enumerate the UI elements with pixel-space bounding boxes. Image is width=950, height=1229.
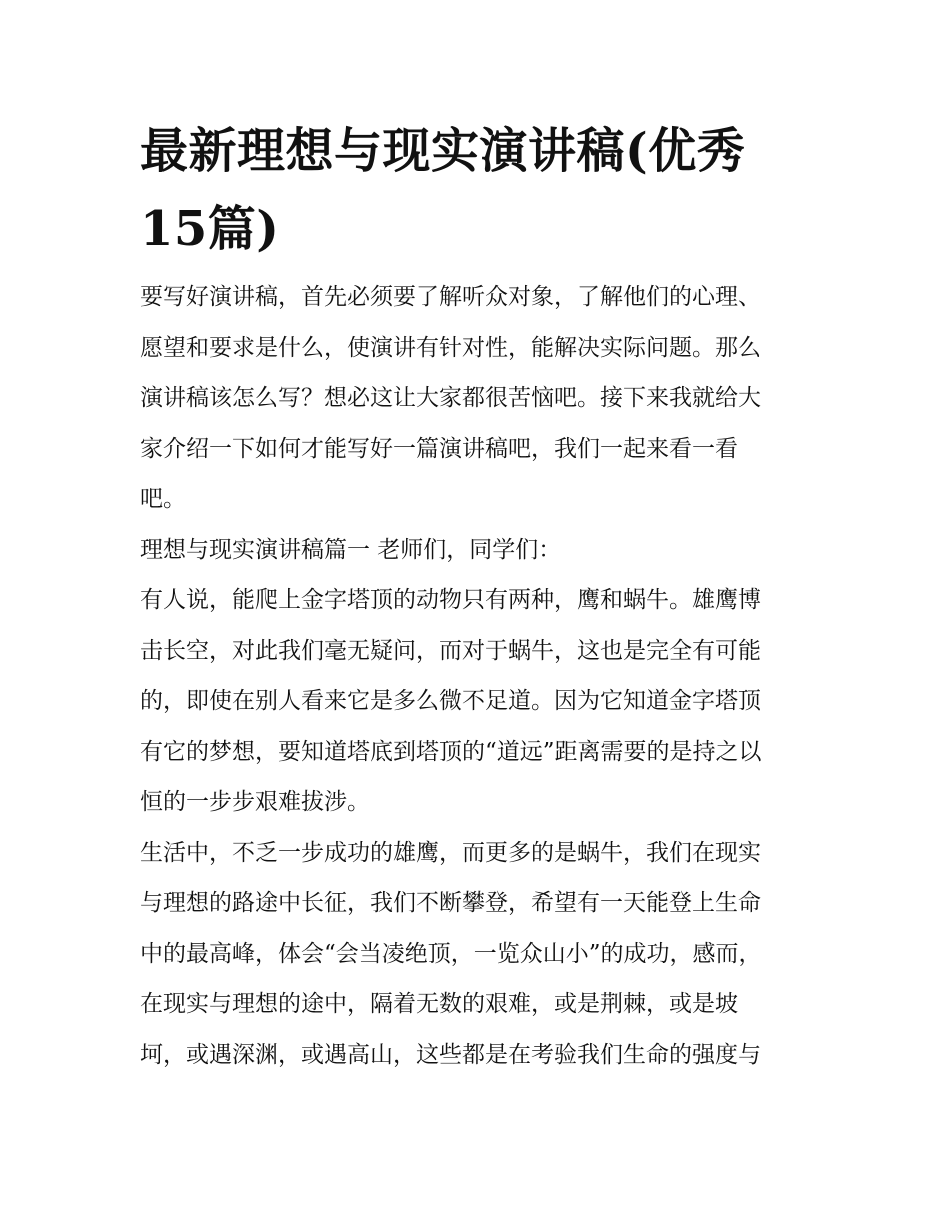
paragraph-line: 恒的一步步艰难拔涉。 bbox=[140, 789, 370, 815]
paragraph-line: 坷，或遇深渊，或遇高山，这些都是在考验我们生命的强度与 bbox=[140, 1041, 761, 1068]
section-heading-paragraph bbox=[140, 525, 812, 576]
body-paragraph bbox=[140, 575, 812, 828]
title-line: 最新理想与现实演讲稿(优秀 bbox=[140, 123, 746, 179]
title-line: 15篇) bbox=[140, 201, 280, 257]
paragraph-line: 家介绍一下如何才能写好一篇演讲稿吧，我们一起来看一看 bbox=[140, 435, 738, 462]
paragraph-line: 的，即使在别人看来它是多么微不足道。因为它知道金字塔顶 bbox=[140, 688, 761, 714]
paragraph-line: 吧。 bbox=[140, 486, 186, 512]
paragraph-line: 理想与现实演讲稿篇一 老师们，同学们： bbox=[140, 536, 562, 563]
paragraph-line: 中的最高峰，体会“会当凌绝顶，一览众山小”的成功，感而， bbox=[140, 940, 762, 967]
document-page bbox=[140, 112, 812, 1080]
paragraph-line: 与理想的路途中长征，我们不断攀登，希望有一天能登上生命 bbox=[140, 890, 761, 916]
intro-paragraph bbox=[140, 272, 812, 525]
body-paragraph bbox=[140, 828, 812, 1081]
paragraph-line: 有人说，能爬上金字塔顶的动物只有两种，鹰和蜗牛。雄鹰博 bbox=[140, 587, 761, 613]
document-title bbox=[140, 112, 812, 268]
paragraph-line: 要写好演讲稿，首先必须要了解听众对象，了解他们的心理、 bbox=[140, 284, 761, 310]
paragraph-line: 愿望和要求是什么，使演讲有针对性，能解决实际问题。那么 bbox=[140, 334, 761, 361]
paragraph-line: 在现实与理想的途中，隔着无数的艰难，或是荆棘，或是坡 bbox=[140, 991, 738, 1017]
paragraph-line: 有它的梦想，要知道塔底到塔顶的“道远”距离需要的是持之以 bbox=[140, 738, 762, 765]
paragraph-line: 生活中，不乏一步成功的雄鹰，而更多的是蜗牛，我们在现实 bbox=[140, 839, 761, 866]
paragraph-line: 击长空，对此我们毫无疑问，而对于蜗牛，这也是完全有可能 bbox=[140, 637, 761, 664]
paragraph-line: 演讲稿该怎么写？想必这让大家都很苦恼吧。接下来我就给大 bbox=[140, 385, 761, 411]
